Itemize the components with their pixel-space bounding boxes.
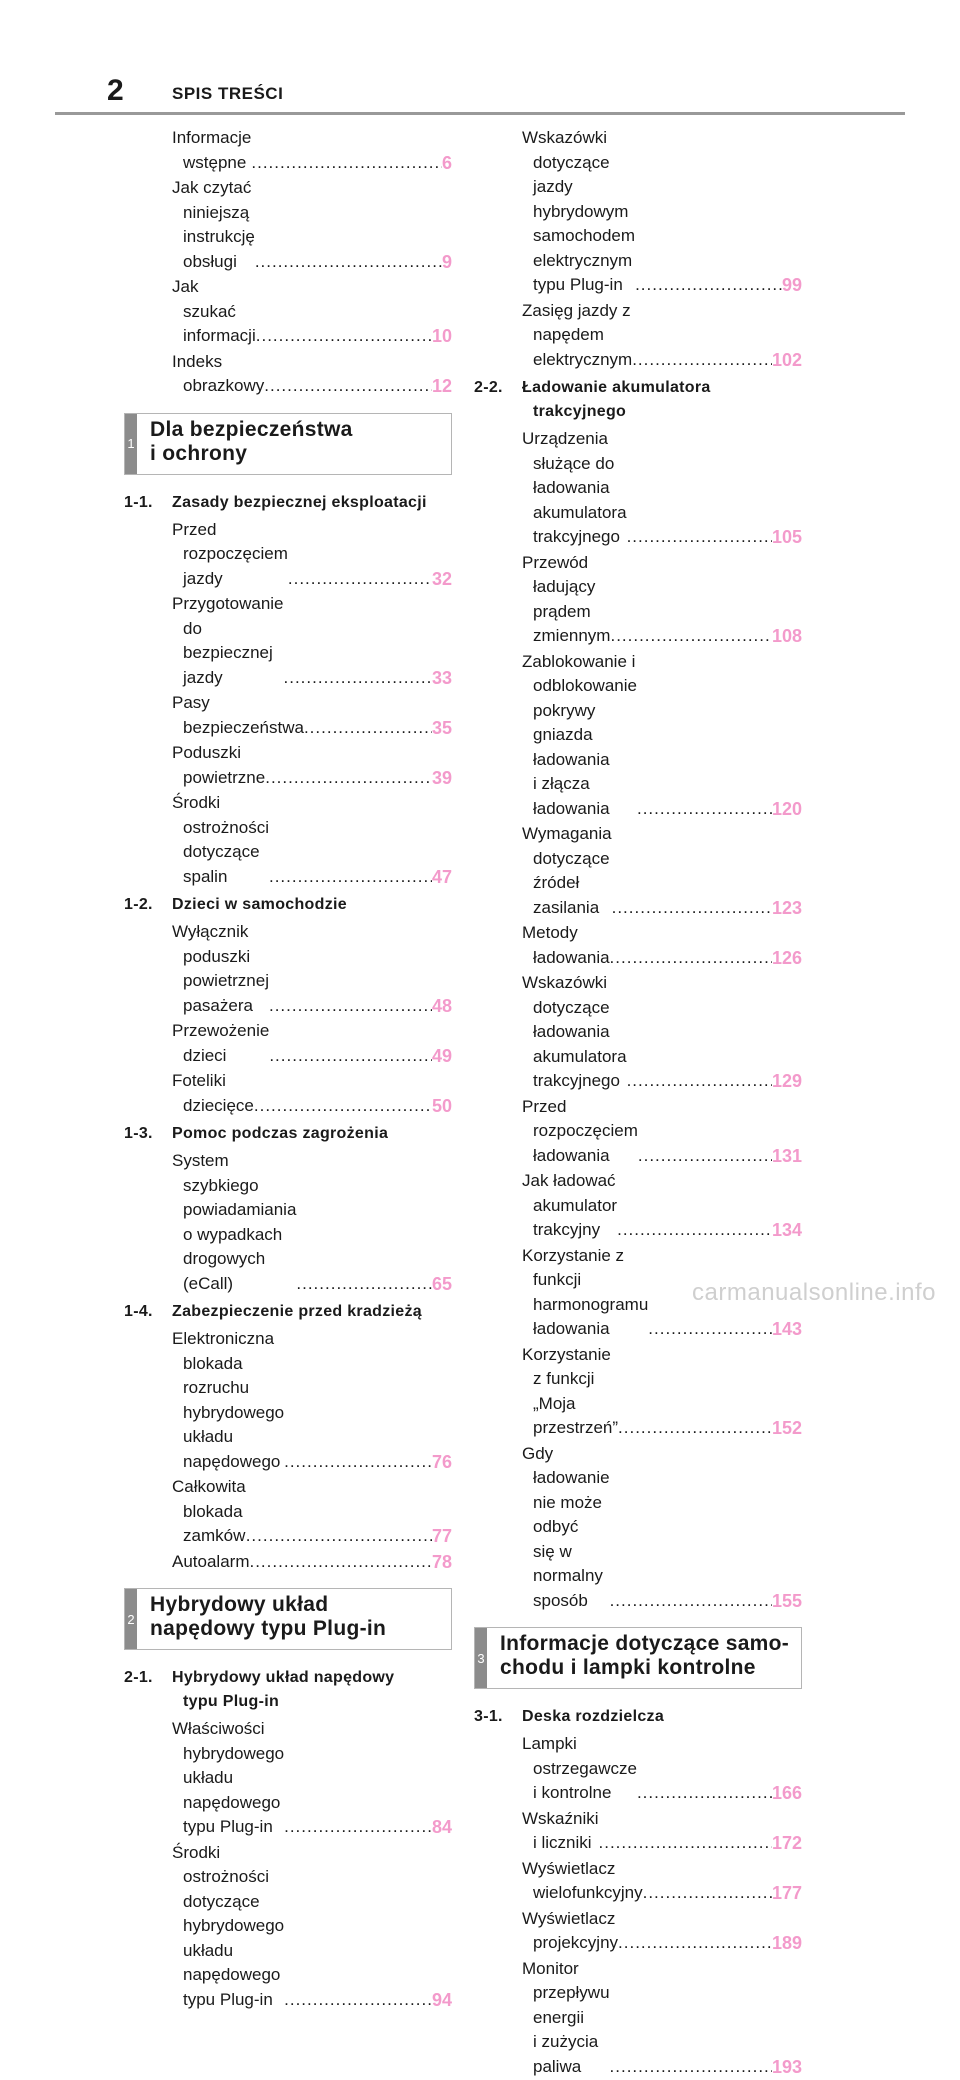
toc-entry-page[interactable]: 189 [771,1933,802,1953]
header-divider [55,112,905,115]
toc-entry-page[interactable]: 105 [771,527,802,547]
section-heading-2-2[interactable] [474,376,802,424]
chapter-2-heading[interactable] [124,1588,452,1650]
toc-entry[interactable] [522,650,802,822]
dot-leader [635,273,782,298]
chapter-title: Dla bezpieczeństwa i ochrony [150,417,353,465]
toc-entry[interactable] [172,1149,452,1296]
chapter-title: Hybrydowy układ napędowy typu Plug-in [150,1593,387,1640]
toc-entry[interactable] [522,971,802,1094]
toc-entry-page[interactable]: 65 [431,1273,452,1294]
toc-group [474,427,802,1613]
toc-entry[interactable] [172,275,452,349]
toc-entry[interactable] [522,551,802,649]
dot-leader [648,1317,772,1342]
toc-entry-label: Jak ładować akumulator trakcyjny [522,1171,618,1239]
toc-entry-label: Informacje wstępne [172,128,252,172]
toc-group [124,1149,452,1296]
dot-leader [284,666,432,691]
dot-leader [296,1272,432,1297]
toc-entry-label: Korzystanie z funkcji harmonogramu ładowania [522,1245,649,1338]
toc-entry[interactable] [172,176,452,274]
toc-entry-page[interactable]: 78 [431,1551,452,1572]
toc-entry[interactable] [522,1343,802,1441]
toc-entry[interactable] [522,1857,802,1906]
toc-entry-label: Lampki ostrzegawcze i kontrolne [522,1734,637,1802]
dot-leader [284,1988,432,2013]
toc-entry-page[interactable]: 47 [431,866,452,887]
toc-entry[interactable] [522,427,802,550]
dot-leader [251,151,442,176]
section-number: 1-4. [124,1303,153,1320]
chapter-tab: 3 [475,1628,487,1688]
toc-entry-label: Poduszki powietrzne [172,743,266,787]
dot-leader [255,250,442,275]
toc-entry-page[interactable]: 77 [431,1526,452,1546]
toc-group [474,1732,802,2079]
toc-entry-label: Całkowita blokada zamków [172,1477,246,1545]
toc-entry[interactable] [172,920,452,1018]
dot-leader [264,374,432,399]
dot-leader [284,1450,432,1475]
toc-entry-label: Środki ostrożności dotyczące spalin [172,793,269,886]
toc-entry-label: Metody ładowania [522,923,610,967]
toc-entry-page[interactable]: 134 [771,1220,802,1240]
toc-entry-page[interactable]: 6 [441,152,452,173]
toc-entry[interactable] [172,1327,452,1474]
section-heading-1-2[interactable] [124,893,452,917]
toc-entry[interactable] [522,1807,802,1856]
dot-leader [637,797,772,822]
toc-entry-page[interactable]: 32 [431,568,452,589]
section-title: Pomoc podczas zagrożenia [172,1125,389,1142]
toc-entry-label: Przewód ładujący prądem zmiennym [522,552,611,645]
toc-entry-label: Wskaźniki i liczniki [522,1808,599,1852]
section-number: 1-1. [124,493,153,511]
toc-entry-label: Indeks obrazkowy [172,351,265,395]
section-heading-1-4[interactable] [124,1300,452,1324]
toc-entry-label: Wymagania dotyczące źródeł zasilania [522,824,612,917]
page-number: 2 [107,74,124,107]
dot-leader [632,348,772,373]
toc-entry-page[interactable]: 126 [771,947,802,968]
toc-entry[interactable] [522,1169,802,1243]
toc-entry[interactable] [522,299,802,373]
section-number: 1-3. [124,1125,153,1142]
section-title: Hybrydowy układ napędowy typu Plug-in [172,1669,395,1710]
dot-leader [610,2055,772,2080]
section-number: 2-2. [474,379,503,396]
watermark-text: carmanualsonline.info [692,1279,936,1306]
toc-entry-page[interactable]: 129 [771,1071,802,1091]
toc-entry-label: Jak czytać niniejszą instrukcję obsługi [172,178,255,271]
toc-entry-page[interactable]: 123 [771,897,802,918]
toc-entry-page[interactable]: 166 [771,1783,802,1803]
dot-leader [599,1831,772,1856]
toc-entry-page[interactable]: 76 [431,1451,452,1472]
toc-entry-label: Wskazówki dotyczące ładowania akumulatora trakcyjnego [522,973,627,1090]
toc-left-column [124,126,452,2013]
toc-group [474,126,802,372]
dot-leader [618,1931,772,1956]
toc-entry-label: Autoalarm [172,1551,250,1571]
toc-entry[interactable] [522,1095,802,1169]
section-number: 1-2. [124,896,153,913]
toc-group [124,1717,452,2012]
chapter-1-heading[interactable] [124,413,452,475]
toc-entry[interactable] [172,1717,452,1840]
toc-entry-label: Pasy bezpieczeństwa [172,693,304,737]
toc-entry[interactable] [172,350,452,399]
toc-entry[interactable] [522,1732,802,1806]
toc-entry-page[interactable]: 39 [431,767,452,788]
toc-entry[interactable] [522,126,802,298]
toc-entry-page[interactable]: 50 [431,1095,452,1116]
dot-leader [617,1218,772,1243]
toc-entry[interactable] [172,126,452,175]
toc-entry[interactable] [522,1442,802,1614]
toc-entry-page[interactable]: 131 [771,1145,802,1166]
toc-entry[interactable] [522,1907,802,1956]
toc-entry-page[interactable]: 12 [431,376,452,396]
chapter-tab: 2 [125,1589,137,1649]
page-title: SPIS TREŚCI [172,84,284,103]
section-title: Dzieci w samochodzie [172,896,347,913]
toc-entry-page[interactable]: 48 [431,995,452,1016]
dot-leader [284,1815,432,1840]
toc-entry[interactable] [172,1019,452,1068]
toc-entry-page[interactable]: 152 [771,1418,802,1438]
toc-entry-page[interactable]: 172 [771,1833,802,1853]
toc-entry-label: Wyłącznik poduszki powietrznej pasażera [172,922,269,1015]
toc-entry-page[interactable]: 155 [771,1590,802,1611]
toc-entry-label: Przewożenie dzieci [172,1021,270,1065]
dot-leader [269,865,432,890]
section-heading-1-3[interactable] [124,1122,452,1146]
toc-entry-label: Zablokowanie i odblokowanie pokrywy gniazda ładowania i złącza ładowania [522,651,637,818]
toc-entry[interactable] [172,691,452,740]
toc-entry-label: Przed rozpoczęciem ładowania [522,1096,638,1165]
chapter-tab: 1 [125,414,137,474]
toc-entry-label: Jak szukać informacji [172,277,256,345]
dot-leader [638,1144,772,1169]
toc-entry-page[interactable]: 10 [431,326,452,346]
toc-entry[interactable] [522,822,802,920]
dot-leader [304,716,432,741]
section-heading-3-1[interactable] [474,1705,802,1729]
dot-leader [269,994,432,1019]
toc-entry[interactable] [172,791,452,889]
toc-entry-page[interactable]: 99 [781,275,802,295]
dot-leader [610,1589,772,1614]
toc-entry-page[interactable]: 49 [431,1045,452,1066]
toc-entry-page[interactable]: 9 [441,251,452,272]
dot-leader [627,1069,772,1094]
toc-right-column [474,126,802,2080]
toc-entry-label: Korzystanie z funkcji „Moja przestrzeń” [522,1344,619,1437]
section-title: Deska rozdzielcza [522,1708,665,1725]
dot-leader [246,1524,432,1549]
toc-group [124,1327,452,1574]
toc-entry-label: Środki ostrożności dotyczące hybrydowego układu napędowego typu Plug-in [172,1842,285,2009]
toc-entry-label: System szybkiego powiadamiania o wypadkach drogowych (eCall) [172,1151,297,1293]
dot-leader [249,1550,431,1575]
toc-entry[interactable] [172,518,452,592]
toc-entry-label: Przed rozpoczęciem jazdy [172,519,288,588]
toc-entry-page[interactable]: 35 [431,717,452,738]
toc-entry[interactable] [172,1550,452,1575]
dot-leader [256,324,432,349]
dot-leader [265,766,432,791]
toc-entry[interactable] [172,592,452,690]
dot-leader [269,1044,432,1069]
toc-entry-label: Wskazówki dotyczące jazdy hybrydowym samochodem elektrycznym typu Plug-in [522,128,636,294]
toc-entry-label: Gdy ładowanie nie może odbyć się w normalny sposób [522,1443,610,1610]
toc-entry-label: Wyświetlacz projekcyjny [522,1908,619,1952]
chapter-title: Informacje dotyczące samo- chodu i lampki kontrolne [500,1632,790,1679]
dot-leader [643,1881,772,1906]
toc-entry[interactable] [172,741,452,790]
dot-leader [254,1094,432,1119]
toc-entry-page[interactable]: 102 [771,349,802,370]
toc-entry-label: Przygotowanie do bezpiecznej jazdy [172,594,284,687]
toc-entry[interactable] [172,1069,452,1118]
toc-entry-page[interactable]: 143 [771,1319,802,1339]
toc-entry-page[interactable]: 84 [431,1817,452,1837]
section-number: 3-1. [474,1708,503,1725]
toc-entry-page[interactable]: 177 [771,1883,802,1903]
section-title: Ładowanie akumulatora trakcyjnego [522,379,711,420]
toc-entry-page[interactable]: 33 [431,667,452,688]
section-heading-1-1[interactable] [124,491,452,515]
section-title: Zasady bezpiecznej eksploatacji [172,493,427,511]
toc-entry-page[interactable]: 120 [771,798,802,819]
toc-entry-label: Elektroniczna blokada rozruchu hybrydowego układu napędowego [172,1329,285,1471]
toc-entry-label: Urządzenia służące do ładowania akumulatora trakcyjnego [522,429,627,546]
chapter-3-heading[interactable] [474,1627,802,1689]
toc-entry-page[interactable]: 108 [771,626,802,646]
toc-entry-label: Właściwości hybrydowego układu napędowego typu Plug-in [172,1719,285,1836]
section-title: Zabezpieczenie przed kradzieżą [172,1303,422,1320]
dot-leader [612,896,772,921]
dot-leader [618,1416,772,1441]
toc-group [124,920,452,1118]
toc-entry[interactable] [522,921,802,970]
dot-leader [610,946,772,971]
section-heading-2-1[interactable] [124,1666,452,1714]
toc-entry-page[interactable]: 193 [771,2056,802,2077]
toc-group [124,518,452,890]
dot-leader [288,567,432,592]
toc-entry[interactable] [522,1957,802,2080]
toc-group [124,126,452,399]
dot-leader [610,624,771,649]
section-number: 2-1. [124,1669,153,1686]
toc-entry-page[interactable]: 94 [431,1989,452,2010]
toc-entry-label: Foteliki dziecięce [172,1071,254,1115]
toc-entry-label: Wyświetlacz wielofunkcyjny [522,1858,643,1902]
dot-leader [627,525,772,550]
toc-entry[interactable] [172,1841,452,2013]
toc-entry[interactable] [172,1475,452,1549]
dot-leader [637,1781,772,1806]
toc-entry-label: Monitor przepływu energii i zużycia paliwa [522,1958,610,2076]
toc-entry-label: Zasięg jazdy z napędem elektrycznym [522,300,633,369]
